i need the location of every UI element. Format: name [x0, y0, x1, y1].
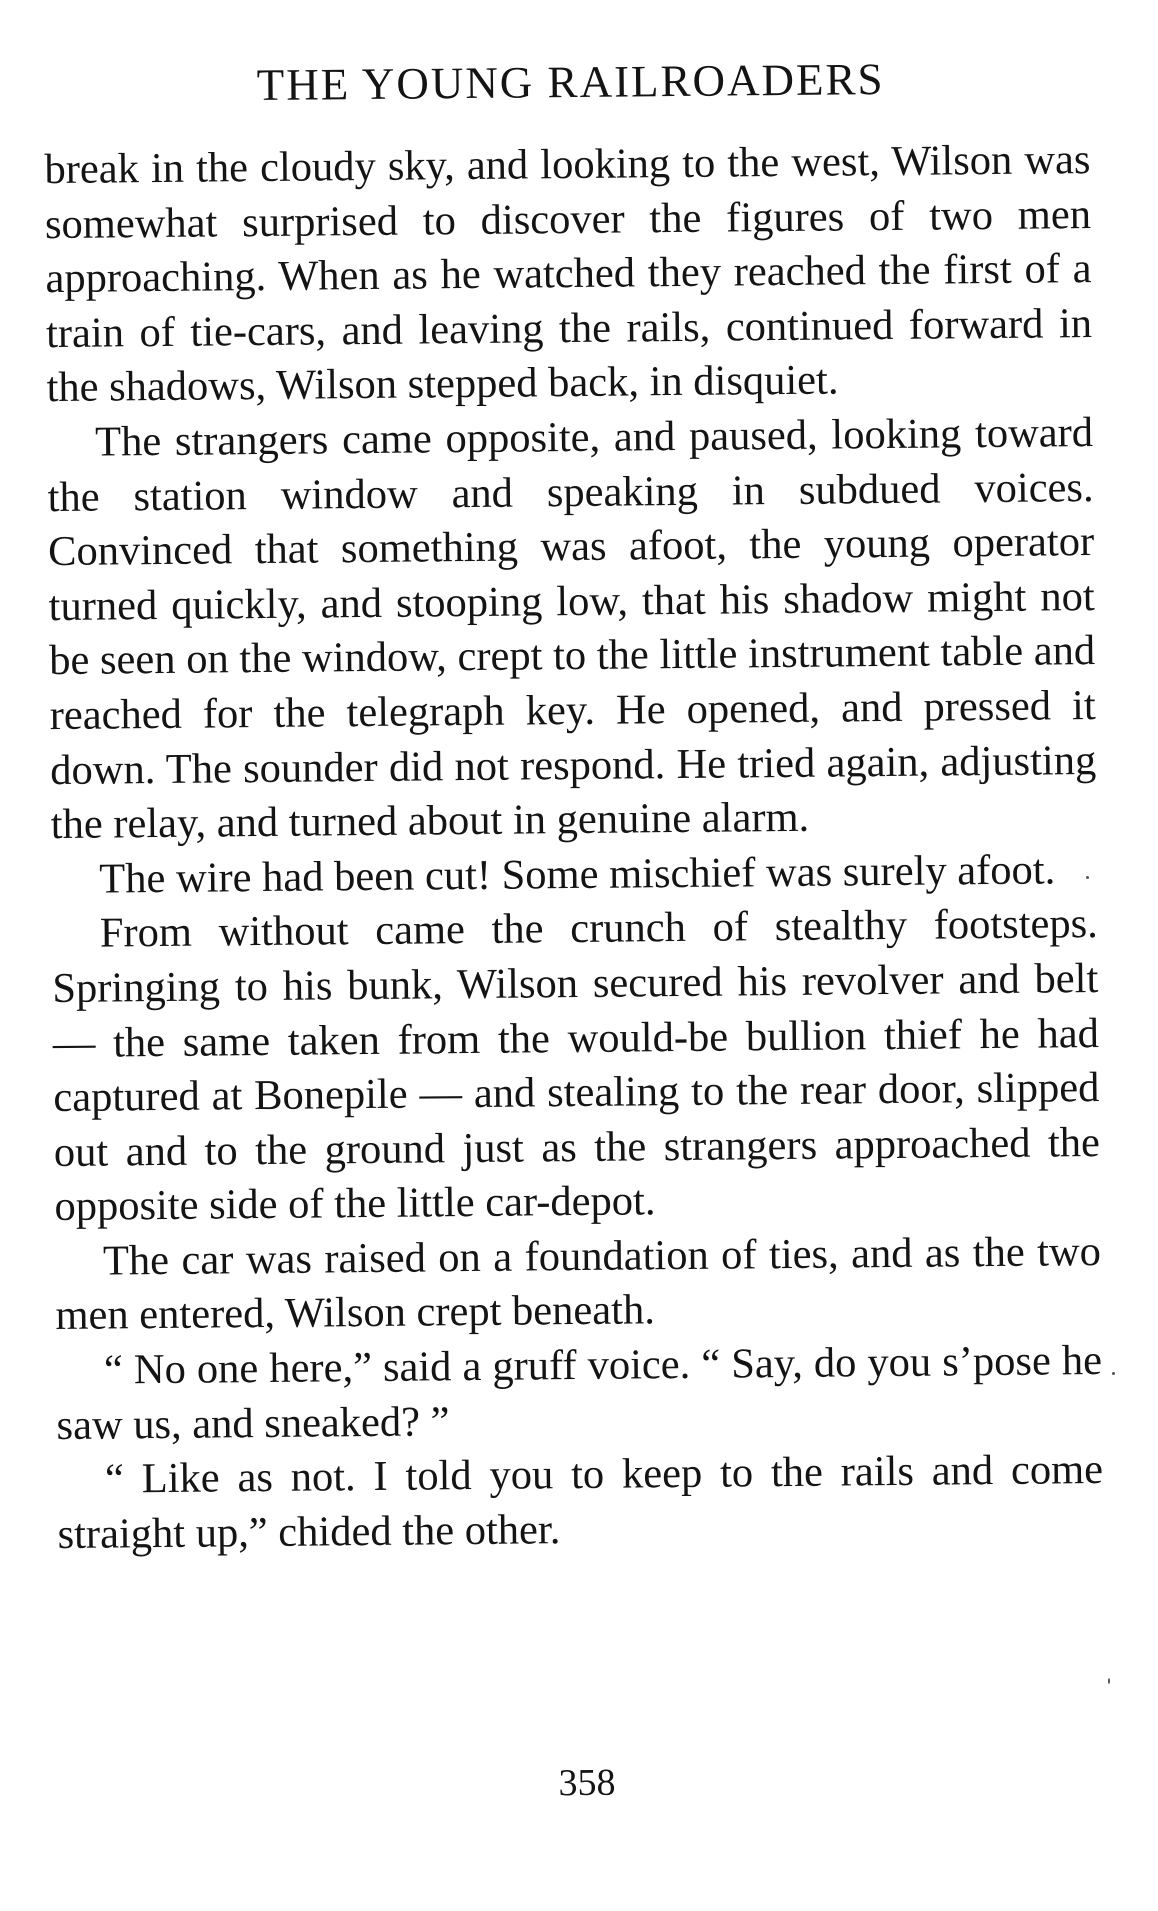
scan-speck: [1086, 876, 1089, 879]
body-text: [44, 133, 1104, 1562]
scan-speck: [1108, 1678, 1110, 1684]
paragraph: From without came the crunch of stealthy footsteps. Springing to his bunk, Wilson secured his revolver and belt — the same taken from the would-be bullion thief he had captured at Bonepile — and stealing to the rear door, slipped out and to the ground just as the strangers approached the opposite side of the little car-depot.: [52, 900, 1101, 1231]
paragraph: The car was raised on a foundation of ties, and as the two men entered, Wilson crept beneath.: [55, 1227, 1102, 1340]
paragraph: The wire had been cut! Some mischief was surely afoot.: [99, 846, 1056, 903]
scan-speck: [1112, 1372, 1115, 1375]
paragraph-continued: break in the cloudy sky, and looking to the west, Wilson was somewhat surprised to discover the figures of two men approaching. When as he watched they reached the first of a train of tie-cars, and leaving the rails, continued forward in the shadows, Wilson stepped back, in disquiet.: [44, 136, 1093, 412]
paragraph: “ Like as not. I told you to keep to the rails and come straight up,” chided the other.: [57, 1446, 1104, 1558]
paragraph: The strangers came opposite, and paused, looking toward the station window and speaking in subdued voices. Convinced that something was afoot, the young operator turned quickly, and stooping low, that his shadow might not be seen on the window, crept to the little instrument table and reached for the telegraph key. He opened, and pressed it down. The sounder did not respond. He tried again, adjusting the relay, and turned about in genuine alarm.: [47, 409, 1097, 849]
paragraph: “ No one here,” said a gruff voice. “ Say, do you s’pose he saw us, and sneaked? ”: [56, 1337, 1103, 1449]
running-head: THE YOUNG RAILROADERS: [256, 54, 885, 111]
page-number: 358: [558, 1761, 616, 1805]
